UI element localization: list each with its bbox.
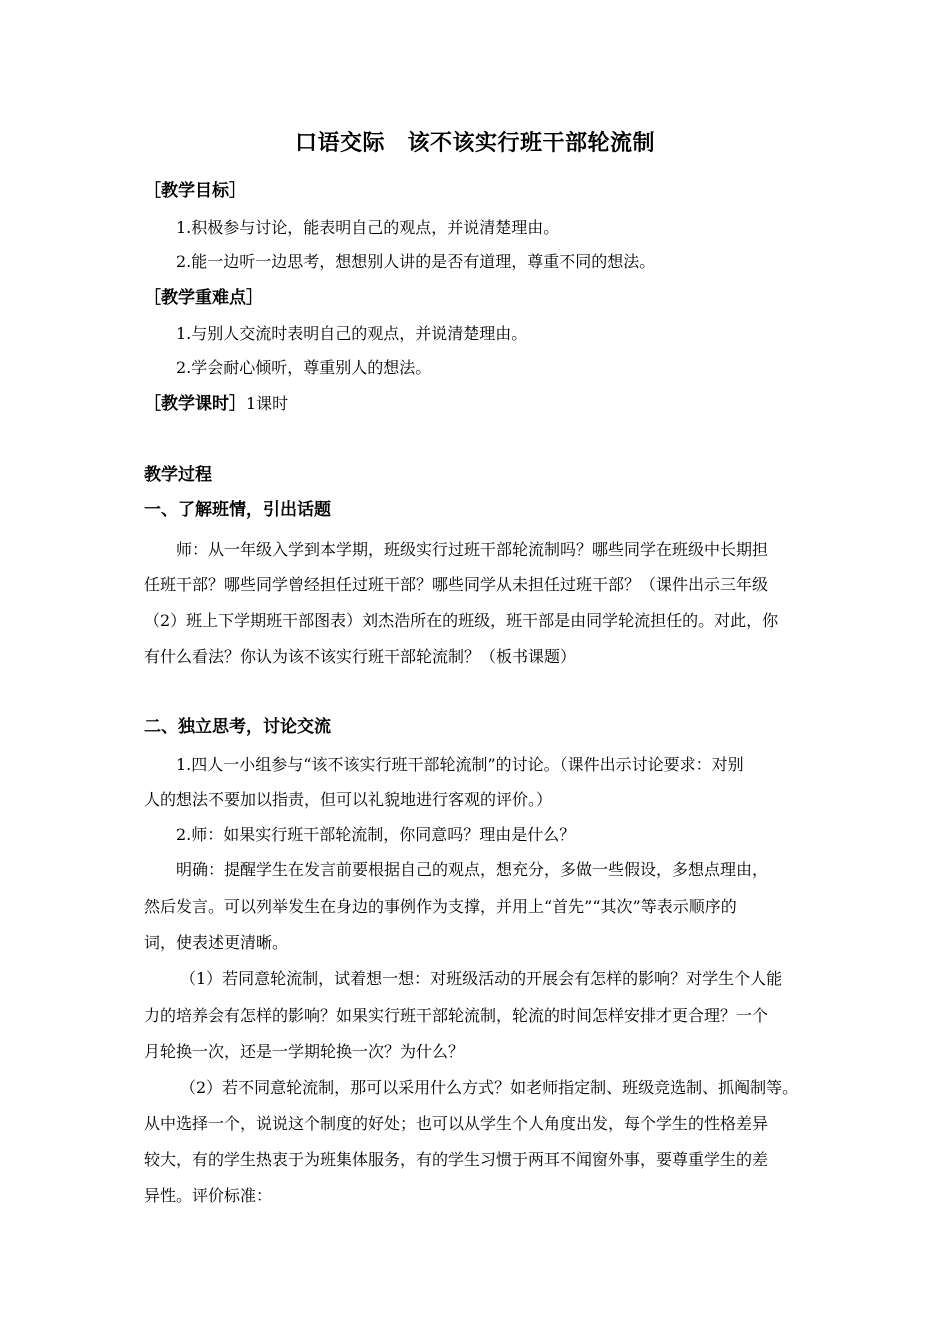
- objectives-heading: ［教学目标］: [144, 181, 246, 201]
- section2-line: 2.师：如果实行班干部轮流制，你同意吗？理由是什么？: [176, 825, 576, 844]
- section2-heading: 二、独立思考，讨论交流: [144, 717, 331, 737]
- section1-line: 师：从一年级入学到本学期，班级实行过班干部轮流制吗？哪些同学在班级中长期担: [176, 540, 769, 559]
- section1-heading: 一、了解班情，引出话题: [144, 500, 331, 520]
- process-heading: 教学过程: [144, 465, 212, 485]
- section2-line: 月轮换一次，还是一学期轮换一次？为什么？: [144, 1042, 465, 1061]
- section2-line: 1.四人一小组参与“该不该实行班干部轮流制”的讨论。（课件出示讨论要求：对别: [176, 755, 744, 774]
- hours-value: 1课时: [246, 394, 289, 413]
- section1-line: 有什么看法？你认为该不该实行班干部轮流制？（板书课题）: [144, 647, 577, 666]
- key-point-item-2: 2.学会耐心倾听，尊重别人的想法。: [176, 358, 432, 377]
- section2-line: （2）若不同意轮流制，那可以采用什么方式？如老师指定制、班级竞选制、抓阄制等。: [180, 1078, 799, 1097]
- hours-heading: ［教学课时］: [144, 394, 246, 414]
- section2-line: 人的想法不要加以指责，但可以礼貌地进行客观的评价。）: [144, 790, 553, 809]
- section2-line: 力的培养会有怎样的影响？如果实行班干部轮流制，轮流的时间怎样安排才更合理？一个: [144, 1006, 769, 1025]
- section2-line: （1）若同意轮流制，试着想一想：对班级活动的开展会有怎样的影响？对学生个人能: [180, 969, 783, 988]
- section1-line: 任班干部？哪些同学曾经担任过班干部？哪些同学从未担任过班干部？（课件出示三年级: [144, 575, 769, 594]
- section1-line: （2）班上下学期班干部图表）刘杰浩所在的班级，班干部是由同学轮流担任的。对此，你: [144, 611, 779, 630]
- section2-line: 词，使表述更清晰。: [144, 933, 289, 952]
- objective-item-1: 1.积极参与讨论，能表明自己的观点，并说清楚理由。: [176, 218, 560, 237]
- section2-line: 明确：提醒学生在发言前要根据自己的观点，想充分，多做一些假设，多想点理由，: [176, 860, 769, 879]
- page-title: 口语交际 该不该实行班干部轮流制: [294, 130, 655, 156]
- key-points-heading: ［教学重难点］: [144, 288, 263, 308]
- key-point-item-1: 1.与别人交流时表明自己的观点，并说清楚理由。: [176, 324, 528, 343]
- objective-item-2: 2.能一边听一边思考，想想别人讲的是否有道理，尊重不同的想法。: [176, 252, 656, 271]
- section2-line: 异性。评价标准：: [144, 1186, 273, 1205]
- section2-line: 然后发言。可以列举发生在身边的事例作为支撑，并用上“首先”“其次”等表示顺序的: [144, 897, 737, 916]
- section2-line: 较大，有的学生热衷于为班集体服务，有的学生习惯于两耳不闻窗外事，要尊重学生的差: [144, 1150, 769, 1169]
- hours-line: [144, 394, 288, 414]
- section2-line: 从中选择一个，说说这个制度的好处；也可以从学生个人角度出发，每个学生的性格差异: [144, 1114, 769, 1133]
